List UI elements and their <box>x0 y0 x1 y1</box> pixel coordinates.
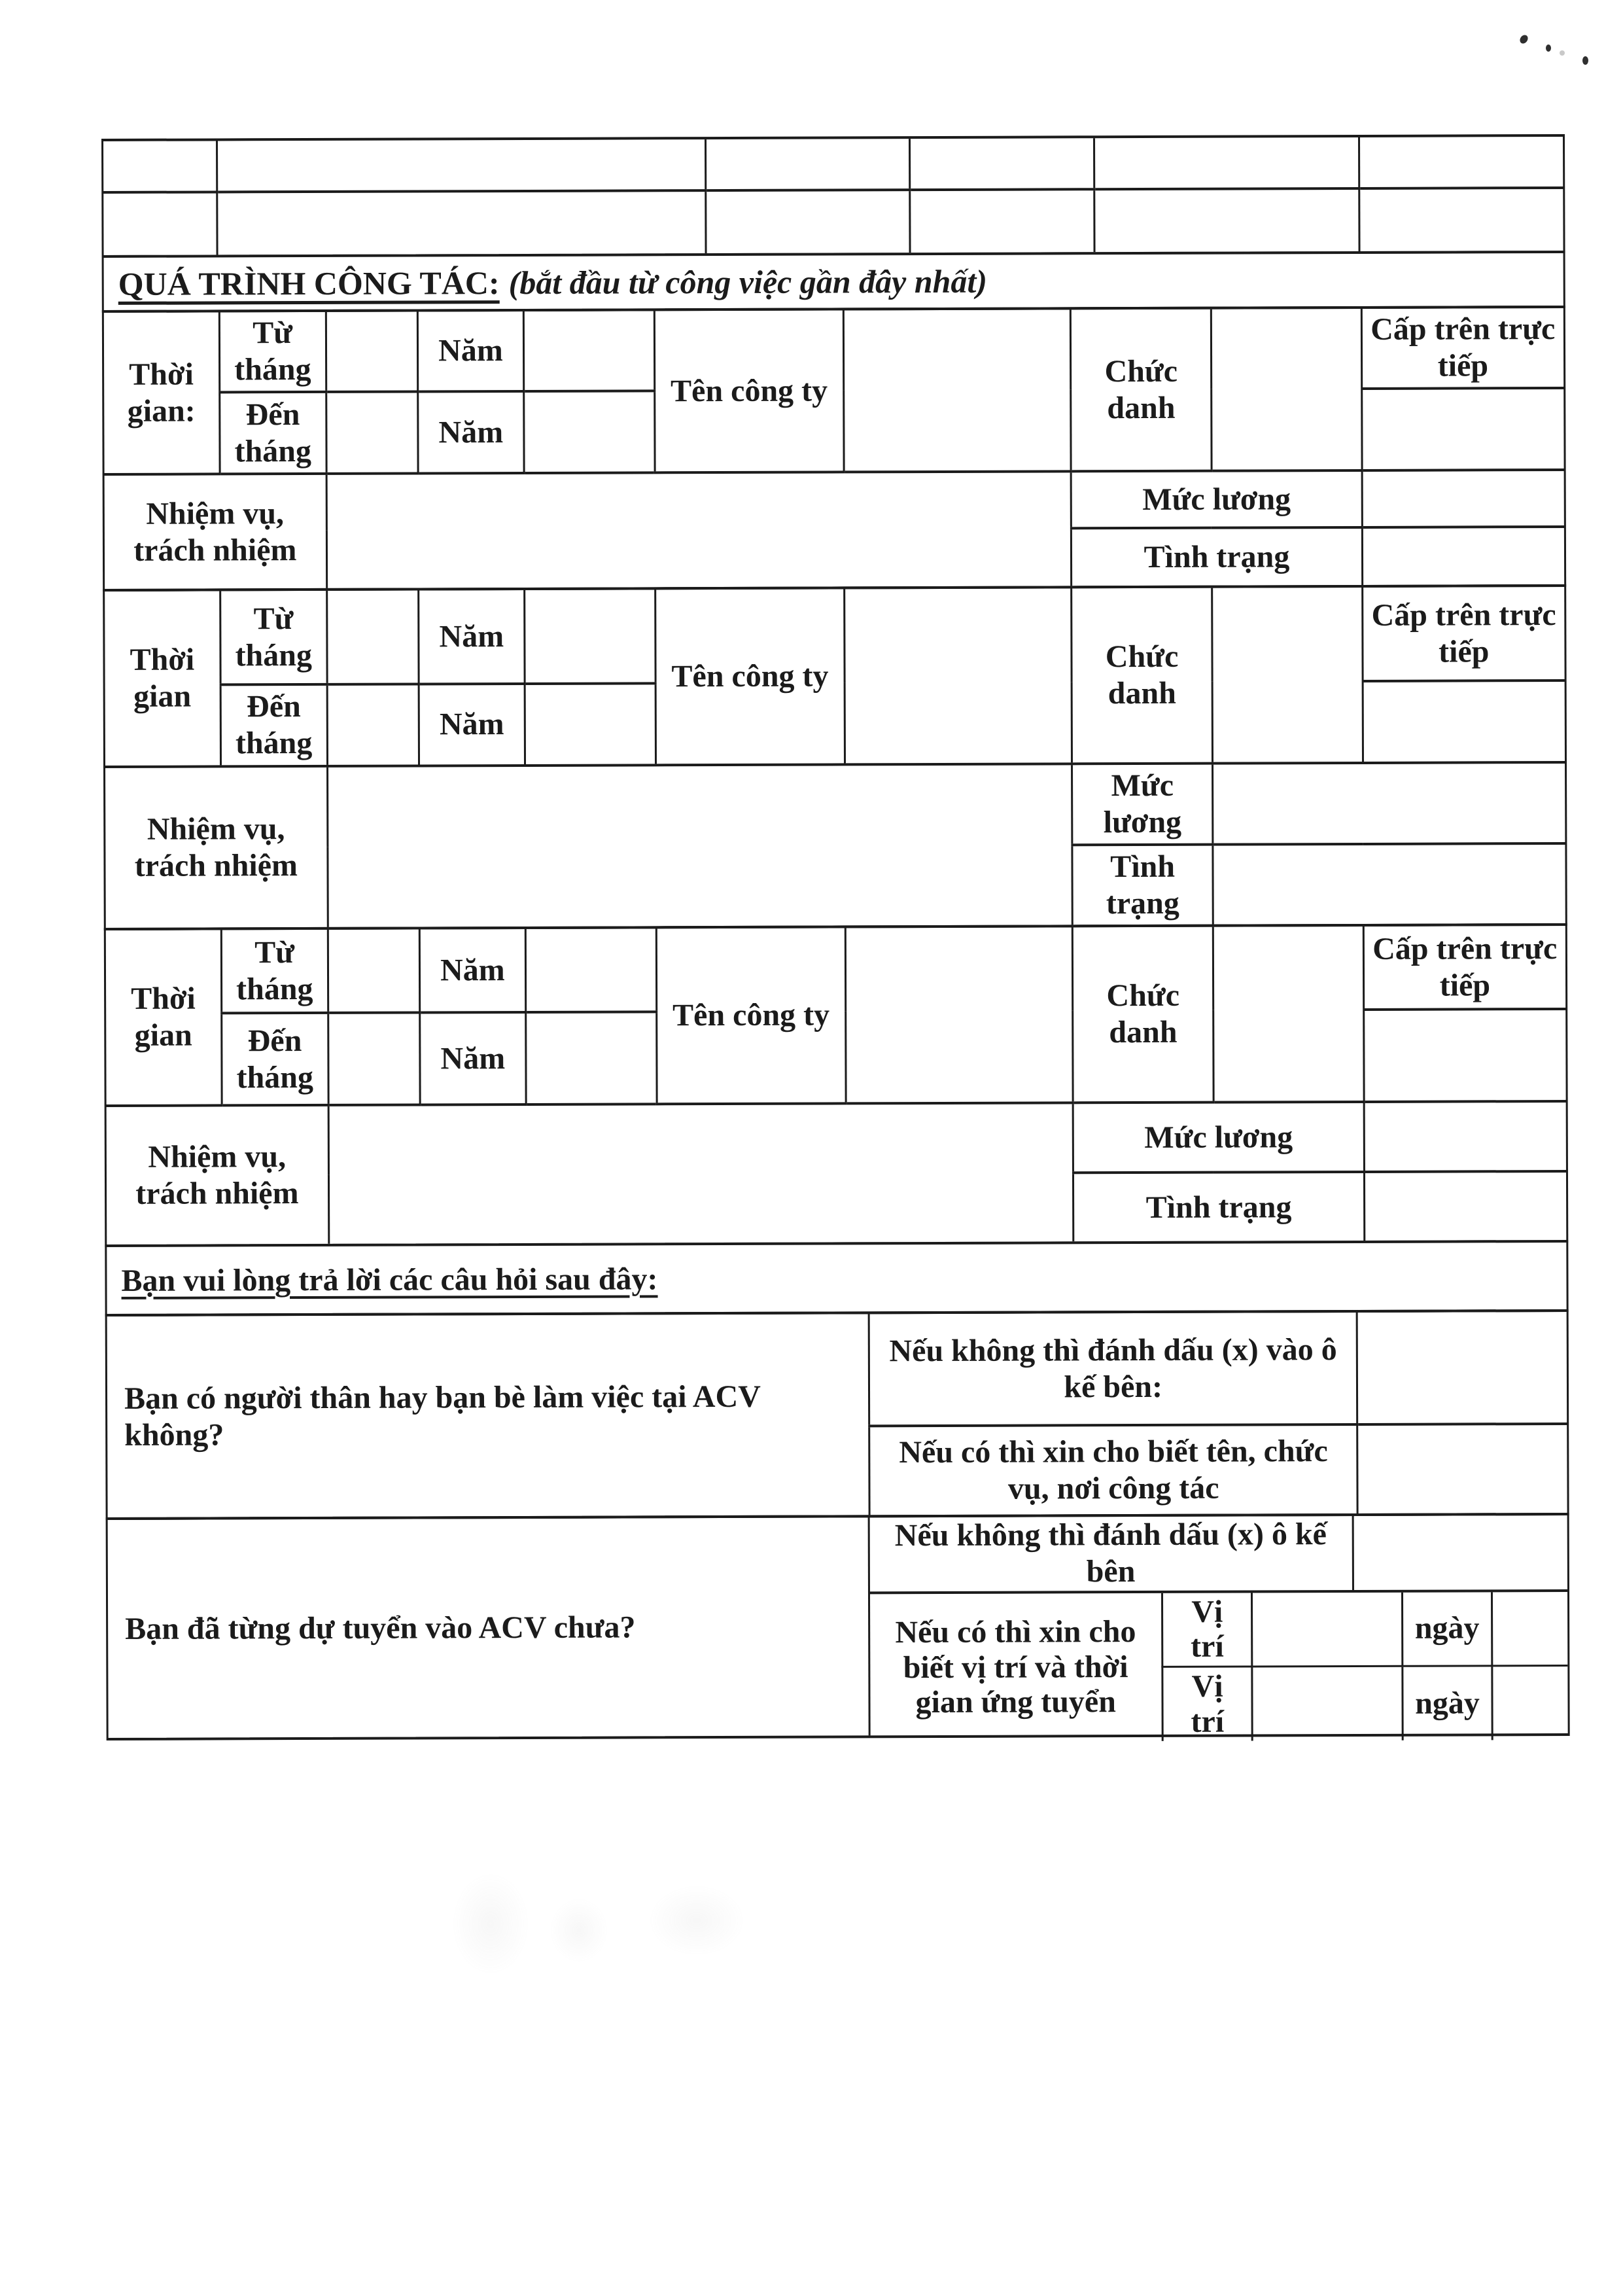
b2-duties-label: Nhiệm vụ, trách nhiệm <box>105 766 328 930</box>
b2-salary-input[interactable] <box>1212 762 1565 845</box>
b2-from-year-label: Năm <box>418 589 525 684</box>
b2-to-year-label: Năm <box>419 684 525 766</box>
b1-job-title-label: Chức danh <box>1071 308 1212 472</box>
b3-company-input[interactable] <box>845 927 1073 1104</box>
prev-table-input-r1c2[interactable] <box>217 138 705 192</box>
b2-supervisor-input[interactable] <box>1363 680 1566 762</box>
b2-job-title-label: Chức danh <box>1072 587 1213 764</box>
b3-to-month-label: Đến tháng <box>222 1013 328 1106</box>
b1-supervisor-label: Cấp trên trực tiếp <box>1361 307 1565 389</box>
b3-to-year-label: Năm <box>419 1012 526 1105</box>
q1-if-yes-label: Nếu có thì xin cho biết tên, chức vụ, nơi công tác <box>869 1424 1358 1516</box>
b1-job-title-input[interactable] <box>1211 308 1361 471</box>
b3-supervisor-label: Cấp trên trực tiếp <box>1363 925 1567 1010</box>
scan-smudge <box>451 1871 530 1976</box>
b2-status-label: Tình trạng <box>1072 845 1213 927</box>
b3-job-title-input[interactable] <box>1213 925 1363 1103</box>
b3-from-month-input[interactable] <box>328 928 419 1013</box>
b1-from-year-input[interactable] <box>524 309 655 391</box>
prev-table-input-r2c5[interactable] <box>1094 188 1359 253</box>
b3-salary-label: Mức lương <box>1073 1102 1364 1173</box>
q2-attempts-table <box>870 1592 1568 1742</box>
scan-speck <box>1560 50 1565 56</box>
q1-no-checkbox-cell[interactable] <box>1357 1311 1567 1424</box>
b1-company-label: Tên công ty <box>654 309 843 472</box>
b1-to-year-input[interactable] <box>524 391 655 474</box>
b2-company-input[interactable] <box>844 588 1072 764</box>
scan-speck <box>1546 44 1551 52</box>
b3-to-year-input[interactable] <box>526 1012 657 1105</box>
b1-from-year-label: Năm <box>417 310 524 392</box>
previous-section-table <box>101 134 1565 258</box>
b3-status-label: Tình trạng <box>1073 1172 1365 1243</box>
b2-time-label: Thời gian <box>104 590 221 767</box>
b1-to-month-input[interactable] <box>326 392 417 474</box>
q2-question: Bạn đã từng dự tuyển vào ACV chưa? <box>108 1518 871 1739</box>
prev-table-input-r2c1[interactable] <box>103 192 217 256</box>
b1-salary-input[interactable] <box>1362 470 1565 527</box>
b3-from-year-input[interactable] <box>526 928 657 1013</box>
question-1 <box>105 1309 1569 1520</box>
b2-from-year-input[interactable] <box>525 589 655 684</box>
scan-smudge <box>648 1884 746 1956</box>
q2-attempt1-date-input[interactable] <box>1492 1592 1568 1666</box>
b3-duties-label: Nhiệm vụ, trách nhiệm <box>105 1105 328 1246</box>
b2-to-month-label: Đến tháng <box>220 684 327 766</box>
q2-attempt1-position-label: Vị trí <box>1162 1593 1252 1667</box>
q2-no-checkbox-cell[interactable] <box>1353 1515 1567 1589</box>
b3-status-input[interactable] <box>1364 1171 1567 1242</box>
b3-from-year-label: Năm <box>419 928 526 1013</box>
q2-no-row <box>869 1515 1567 1594</box>
b2-to-month-input[interactable] <box>327 684 419 766</box>
work-block-3 <box>104 923 1569 1247</box>
prev-table-input-r1c6[interactable] <box>1359 135 1563 188</box>
b2-job-title-input[interactable] <box>1212 586 1363 763</box>
b3-to-month-input[interactable] <box>328 1013 419 1105</box>
b1-salary-label: Mức lương <box>1071 470 1362 528</box>
b2-company-label: Tên công ty <box>655 588 845 765</box>
b3-from-month-label: Từ tháng <box>221 928 328 1014</box>
question-2 <box>106 1513 1570 1740</box>
questionnaire-heading: Bạn vui lòng trả lời các câu hỏi sau đây: <box>121 1262 658 1298</box>
q2-attempt2-position-input[interactable] <box>1252 1666 1403 1740</box>
b1-from-month-input[interactable] <box>326 310 417 392</box>
b1-duties-label: Nhiệm vụ, trách nhiệm <box>103 474 326 590</box>
scan-smudge <box>550 1898 608 1963</box>
prev-table-input-r1c5[interactable] <box>1094 136 1359 189</box>
prev-table-input-r2c3[interactable] <box>705 190 910 255</box>
q2-attempt2-date-label: ngày <box>1403 1666 1493 1740</box>
b2-salary-label: Mức lương <box>1072 763 1213 845</box>
work-block-1 <box>102 306 1566 592</box>
b3-job-title-label: Chức danh <box>1073 926 1214 1103</box>
q1-yes-detail-cell[interactable] <box>1357 1424 1568 1515</box>
b3-duties-input[interactable] <box>328 1103 1073 1246</box>
prev-table-input-r2c6[interactable] <box>1359 188 1564 253</box>
b1-to-month-label: Đến tháng <box>220 392 326 474</box>
b2-from-month-label: Từ tháng <box>220 590 326 685</box>
work-history-heading: QUÁ TRÌNH CÔNG TÁC: <box>118 264 500 302</box>
q1-if-no-label: Nếu không thì đánh dấu (x) vào ô kế bên: <box>869 1311 1357 1426</box>
q2-attempt1-date-label: ngày <box>1402 1592 1492 1666</box>
b2-from-month-input[interactable] <box>326 590 418 684</box>
b1-status-input[interactable] <box>1362 527 1565 586</box>
q2-attempt2-position-label: Vị trí <box>1162 1667 1253 1740</box>
scan-speck <box>1582 56 1588 65</box>
q2-if-yes-label: Nếu có thì xin cho biết vị trí và thời gian ứng tuyển <box>870 1593 1163 1741</box>
scan-speck <box>1518 33 1529 45</box>
prev-table-input-r2c4[interactable] <box>910 189 1094 254</box>
b2-duties-input[interactable] <box>327 764 1072 928</box>
prev-table-input-r2c2[interactable] <box>217 190 706 256</box>
questionnaire-heading-row <box>105 1240 1568 1316</box>
b2-supervisor-label: Cấp trên trực tiếp <box>1362 586 1565 681</box>
prev-table-input-r1c4[interactable] <box>910 137 1094 190</box>
b1-status-label: Tình trạng <box>1072 527 1363 587</box>
b3-supervisor-input[interactable] <box>1363 1009 1567 1102</box>
q2-attempt1-position-input[interactable] <box>1252 1592 1403 1667</box>
work-history-heading-row <box>102 251 1565 313</box>
q1-question: Bạn có người thân hay bạn bè làm việc tại ACV không? <box>106 1313 869 1519</box>
b1-supervisor-input[interactable] <box>1361 388 1565 470</box>
work-history-heading-note: (bắt đầu từ công việc gần đây nhất) <box>508 262 988 302</box>
b3-time-label: Thời gian <box>105 929 222 1106</box>
prev-table-input-r1c3[interactable] <box>705 137 910 190</box>
b3-salary-input[interactable] <box>1364 1101 1567 1172</box>
form-body <box>101 134 1570 1740</box>
work-block-2 <box>103 584 1567 930</box>
b1-duties-input[interactable] <box>326 472 1072 590</box>
b2-status-input[interactable] <box>1213 843 1566 926</box>
b1-company-input[interactable] <box>843 308 1071 472</box>
q2-if-no-label: Nếu không thì đánh dấu (x) ô kế bên <box>869 1516 1353 1591</box>
prev-table-input-r1c1[interactable] <box>103 139 217 192</box>
b3-company-label: Tên công ty <box>656 927 845 1104</box>
b1-to-year-label: Năm <box>417 391 524 474</box>
b2-to-year-input[interactable] <box>525 684 655 766</box>
b1-from-month-label: Từ tháng <box>219 311 326 393</box>
q2-answers <box>869 1515 1567 1739</box>
q2-attempt2-date-input[interactable] <box>1492 1666 1568 1740</box>
b1-time-label: Thời gian: <box>103 311 220 474</box>
